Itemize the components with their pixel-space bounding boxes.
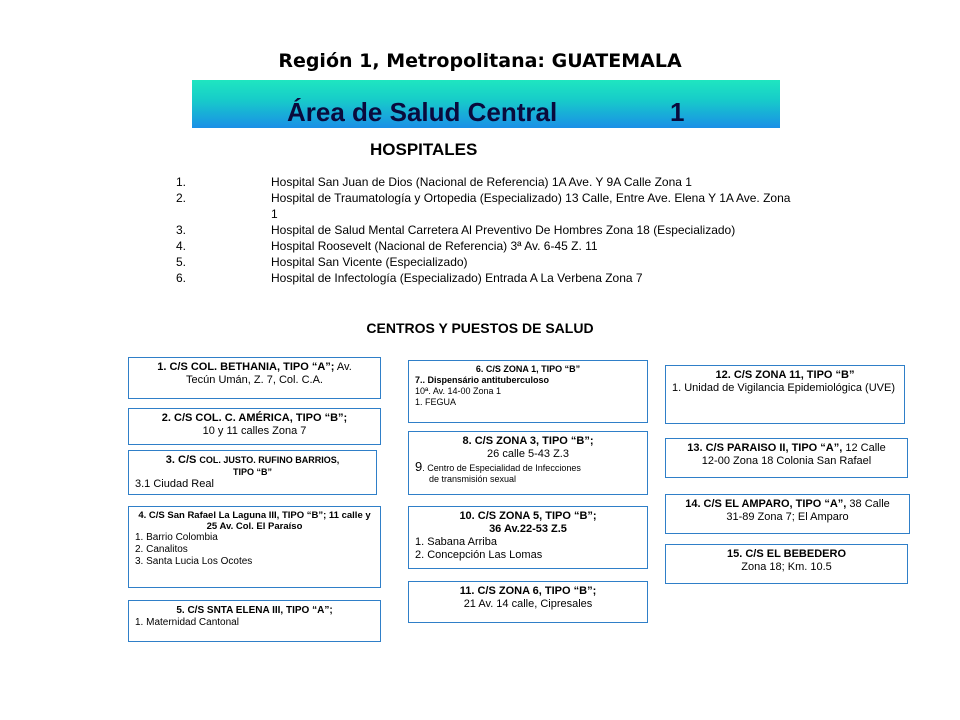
center-title: 6. C/S ZONA 1, TIPO “B” [475,364,581,374]
hospital-text: Hospital San Vicente (Especializado) [271,255,468,269]
hospital-text: Hospital San Juan de Dios (Nacional de Referencia) 1A Ave. Y 9A Calle Zona 1 [271,175,692,189]
center-subunit: . Centro de Especialidad de Infecciones [422,463,581,473]
hospital-number: 1. [176,175,187,189]
center-title: 13. C/S PARAISO II, TIPO “A”, [687,442,843,454]
center-subunit: 1. Unidad de Vigilancia Epidemiológica (UVE) [672,382,895,394]
center-box-11 [408,581,648,623]
center-subunit: 1. Maternidad Cantonal [135,617,239,628]
center-title: 14. C/S EL AMPARO, TIPO “A”, [685,498,847,510]
center-address: 36 Av.22-53 Z.5 [489,523,567,535]
area-number: 1 [670,97,685,127]
center-subunit: 3. Santa Lucia Los Ocotes [135,556,253,567]
center-title: 11. C/S ZONA 6, TIPO “B”; [459,585,597,597]
center-title: 4. C/S San Rafael La Laguna III, TIPO “B”; 11 calle y 25 Av. Col. El Paraíso [138,510,371,532]
center-title-prefix: 3. C/S [165,454,200,466]
center-title-rest: 12 Calle [842,442,886,454]
center-box-6 [408,360,648,423]
hospital-text: Hospital de Salud Mental Carretera Al Preventivo De Hombres Zona 18 (Especializado) [271,223,736,237]
center-box-3 [128,450,377,495]
hospital-number: 3. [176,223,187,237]
center-subunit: 7.. Dispensário antituberculoso [415,375,550,385]
center-box-5 [128,600,381,642]
center-title: COL. JUSTO. RUFINO BARRIOS, [199,455,340,465]
hospital-number: 2. [176,191,187,205]
center-box-8 [408,431,648,495]
center-number-nine: 9 [415,459,423,474]
hospital-item [176,238,796,254]
center-subunit-cont: de transmisión sexual [429,474,517,484]
area-banner [192,80,780,128]
center-title: 2. C/S COL. C. AMÉRICA, TIPO “B”; [161,412,348,424]
area-name: Área de Salud Central [287,97,558,127]
center-title: 1. C/S COL. BETHANIA, TIPO “A”; [157,361,335,373]
center-title: 5. C/S SNTA ELENA III, TIPO “A”; [176,605,333,616]
hospital-number: 5. [176,255,187,269]
center-box-15 [665,544,908,584]
hospital-item [176,190,796,222]
region-title: Región 1, Metropolitana: GUATEMALA [278,50,682,72]
hospital-text: Hospital Roosevelt (Nacional de Referencia) 3ª Av. 6-45 Z. 11 [271,239,598,253]
center-address: Zona 18; Km. 10.5 [741,561,832,573]
center-box-10 [408,506,648,569]
center-title: 15. C/S EL BEBEDERO [727,548,846,560]
center-address: Tecún Umán, Z. 7, Col. C.A. [186,374,323,386]
hospital-item [176,174,796,190]
hospital-item [176,254,796,270]
center-box-13 [665,438,908,478]
hospital-number: 4. [176,239,187,253]
center-title: 8. C/S ZONA 3, TIPO “B”; [462,435,594,447]
hospital-number: 6. [176,271,187,285]
hospital-item [176,270,796,286]
center-subunit: 2. Concepción Las Lomas [415,549,543,561]
center-title-rest: Av. [334,361,352,373]
center-box-12 [665,365,905,424]
center-title: 10. C/S ZONA 5, TIPO “B”; [459,510,597,522]
center-box-2 [128,408,381,445]
center-subunit: 2. Canalitos [135,544,188,555]
hospital-item [176,222,796,238]
center-box-14 [665,494,910,534]
center-title-rest: 38 Calle [846,498,890,510]
center-address: 31-89 Zona 7; El Amparo [726,511,849,523]
center-address: 12-00 Zona 18 Colonia San Rafael [701,455,872,467]
center-subunit: 1. Sabana Arriba [415,536,497,548]
hospitals-heading: HOSPITALES [370,140,478,159]
center-subunit: 3.1 Ciudad Real [135,478,214,490]
hospital-text: Hospital de Traumatología y Ortopedia (Especializado) 13 Calle, Entre Ave. Elena Y 1A Ave. Zona 1 [271,191,791,221]
hospital-text: Hospital de Infectología (Especializado) Entrada A La Verbena Zona 7 [271,271,643,285]
center-address: 10 y 11 calles Zona 7 [202,425,307,437]
center-title: 12. C/S ZONA 11, TIPO “B” [715,369,855,381]
hospitals-list [176,174,796,286]
center-type: TIPO “B” [232,467,272,477]
center-box-4 [128,506,381,588]
center-address: 21 Av. 14 calle, Cipresales [463,598,593,610]
centers-heading: CENTROS Y PUESTOS DE SALUD [366,320,594,336]
center-address: 26 calle 5-43 Z.3 [487,448,569,460]
center-subunit: 1. FEGUA [415,397,457,407]
center-box-1 [128,357,381,399]
center-address: 10ª. Av. 14-00 Zona 1 [415,386,502,396]
center-subunit: 1. Barrio Colombia [135,532,218,543]
